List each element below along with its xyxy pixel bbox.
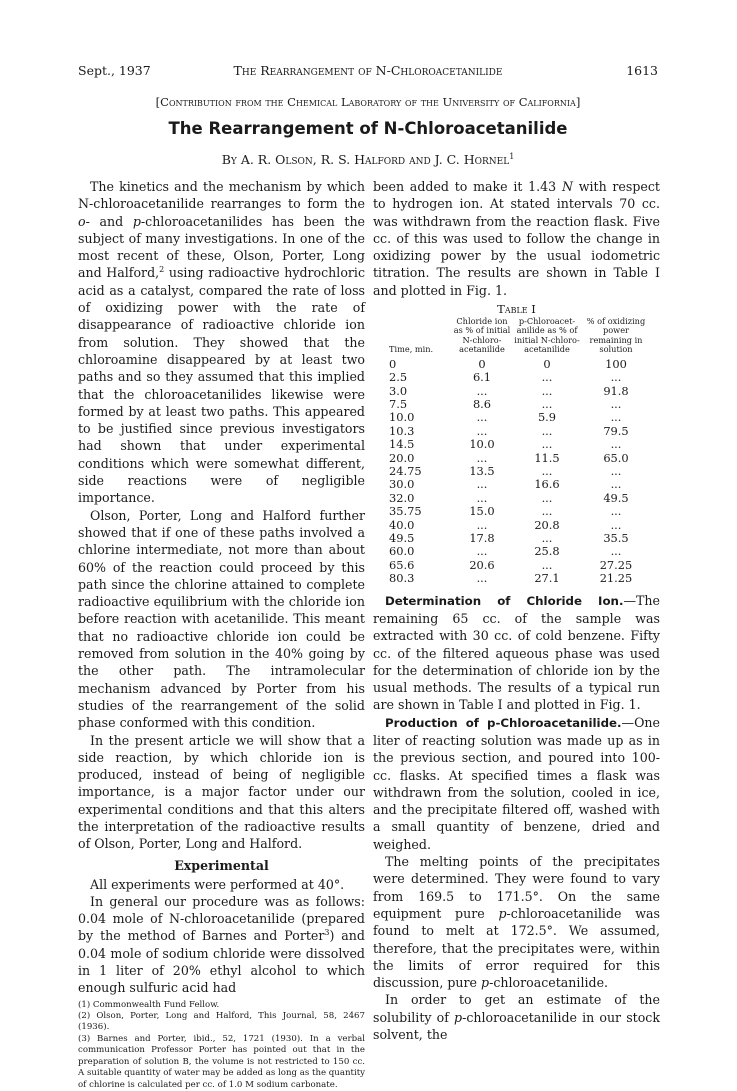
table-cell: 6.1 (472, 370, 492, 385)
table-cell: ... (541, 463, 553, 478)
table-header-p-chloroacetanilide: p-Chloroacet-anilide as % of initial N-chloro-acetanilide (514, 316, 580, 355)
table-cell: ... (541, 370, 553, 385)
paragraph-p-chloroacetanilide-production: Production of p-Chloroacetanilide.—One liter of reacting solution was made up as in the previous section, and poured into 100-cc. flasks. At specified times a flask was withdrawn from the solution, cooled in ice, and the precipitate filtered off, washed with a small quantity of benzene, dried and weighed. (373, 714, 660, 852)
table-cell: 100 (605, 356, 627, 371)
table-row (389, 492, 651, 505)
table-cell: 35.5 (603, 530, 629, 545)
intro-paragraph: The kinetics and the mechanism by which N-chloroacetanilide rearranges to form the o- and p-chloroacetanilides has been the subject of many investigations. In one of the most recent of these, Olson, Porter, Long and Halford,$^2$ using radioactive hydrochloric acid as a catalyst, compared the rate of loss of oxidizing power with the rate of disappearance of radioactive chloride ion from solution. They showed that the chloroamine disappeared by at least two paths and so they assumed that this implied that the chloroacetanilides likewise were formed by at least two paths. This appeared to be justified since previous investigators had shown that under experimental conditions which were somewhat different, side reactions were of negligible importance. (78, 179, 366, 506)
footnote-ref-3: 3 (324, 928, 330, 938)
table-cell: 80.3 (389, 571, 415, 586)
table-cell: 20.0 (389, 450, 415, 465)
running-head (78, 62, 658, 80)
table-1 (373, 302, 660, 586)
table-row (389, 478, 651, 491)
table-header-time: Time, min. (389, 344, 434, 355)
runin-heading: Determination of Chloride Ion. (385, 593, 624, 608)
table-cell: 17.8 (469, 530, 495, 545)
table-cell: 11.5 (534, 450, 560, 465)
paragraph: In the present article we will show that a side reaction, by which chloride ion is produced, instead of being of negligible importance, is a major factor under our experimental conditions and that this alters the interpretation of the radioactive results of Olson, Porter, Long and Halford. (78, 732, 365, 852)
table-row (389, 465, 651, 478)
table-row (389, 438, 651, 451)
table-row (389, 425, 651, 438)
table-cell: 10.0 (389, 410, 415, 425)
table-cell: 15.0 (469, 504, 495, 519)
table-cell: 35.75 (389, 504, 422, 519)
footnotes (78, 1000, 365, 1091)
table-header-oxidizing-power: % of oxidizing power remaining in solution (586, 316, 646, 355)
table-row (389, 545, 651, 558)
table-cell: 79.5 (603, 423, 629, 438)
paragraph: been added to make it 1.43 N with respect to hydrogen ion. At stated intervals 70 cc. was withdrawn from the reaction flask. Five cc. of this was used to follow the change in oxidizing power by the usual iodometric titration. The results are shown in Table I and plotted in Fig. 1. (373, 179, 660, 298)
table-cell: 40.0 (389, 517, 415, 532)
table-cell: ... (610, 410, 622, 425)
table-cell: 5.9 (537, 410, 557, 425)
table-cell: 10.3 (389, 423, 415, 438)
table-cell: 24.75 (389, 463, 422, 478)
paragraph: Olson, Porter, Long and Halford further showed that if one of these paths involved a chlorine intermediate, not more than about 60% of the reaction could proceed by this path since the chlorine attained to complete radioactive equilibrium with the chloride ion before reaction with acetanilide. This meant that no radioactive chloride ion could be removed from solution in the 40% going by the other path. The intramolecular mechanism advanced by Porter from his studies of the rearrangement of the solid phase conformed with this condition. (78, 507, 365, 731)
paragraph-chloride-determination: Determination of Chloride Ion.—The remaining 65 cc. of the sample was extracted with 30 cc. of cold benzene. Fifty cc. of the filtered aqueous phase was used for the determination of chloride ion by the usual methods. The results of a typical run are shown in Table I and plotted in Fig. 1. (373, 592, 660, 713)
table-cell: 91.8 (603, 383, 629, 398)
table-cell: 0 (543, 356, 551, 371)
table-cell: ... (541, 490, 553, 505)
table-cell: 7.5 (389, 396, 408, 411)
table-cell: ... (541, 504, 553, 519)
table-cell: ... (476, 571, 488, 586)
table-cell: 13.5 (469, 463, 495, 478)
table-cell: 65.0 (603, 450, 629, 465)
table-cell: ... (476, 383, 488, 398)
table-cell: 49.5 (603, 490, 629, 505)
table-cell: ... (476, 450, 488, 465)
table-header-chloride-ion: Chloride ion as % of initial N-chloro-acetanilide (453, 316, 511, 355)
table-cell: ... (610, 370, 622, 385)
table-cell: ... (541, 557, 553, 572)
table-cell: ... (541, 423, 553, 438)
table-cell: ... (610, 544, 622, 559)
runin-heading: Production of p-Chloroacetanilide. (385, 715, 622, 730)
paragraph: All experiments were performed at 40°. (90, 876, 345, 892)
table-cell: 20.6 (469, 557, 495, 572)
table-cell: 32.0 (389, 490, 415, 505)
table-row (389, 452, 651, 465)
table-cell: ... (610, 396, 622, 411)
author-line (78, 148, 658, 169)
author-names: A. R. Olson, R. S. Halford and J. C. Hornel (240, 152, 510, 168)
left-column (78, 178, 365, 1091)
contribution-line: [Contribution from the Chemical Laboratory of the University of California] (155, 95, 581, 109)
footnote: (3) Barnes and Porter, ibid., 52, 1721 (1930). In a verbal communication Professor Porter has pointed out that in the preparation of solution B, the volume is not restricted to 150 cc. A suitable quantity of water may be added as long as the quantity of chlorine is calculated per cc. of 1.0 M sodium carbonate. (78, 1033, 366, 1090)
article-title: The Rearrangement of N-Chloroacetanilide (168, 119, 568, 138)
table-cell: 27.25 (599, 557, 633, 572)
table-cell: ... (610, 477, 622, 492)
table-cell: 21.25 (599, 571, 633, 586)
table-cell: ... (610, 504, 622, 519)
section-heading-experimental: Experimental (174, 857, 269, 873)
table-cell: ... (610, 517, 622, 532)
running-head-title: The Rearrangement of N-Chloroacetanilide (233, 63, 503, 78)
table-cell: 20.8 (534, 517, 560, 532)
table-row (389, 411, 651, 424)
table-cell: ... (541, 396, 553, 411)
table-cell: ... (476, 544, 488, 559)
table-cell: 30.0 (389, 477, 415, 492)
footnote: (1) Commonwealth Fund Fellow. (78, 999, 220, 1010)
table-row (389, 371, 651, 384)
table-cell: ... (541, 437, 553, 452)
table-row (389, 519, 651, 532)
table-cell: 60.0 (389, 544, 415, 559)
table-cell: 0 (389, 356, 397, 371)
page-number: 1613 (626, 63, 658, 78)
author-by: By (221, 152, 237, 168)
footnote-ref-2: 2 (159, 265, 165, 275)
table-row (389, 358, 651, 371)
table-cell: ... (476, 490, 488, 505)
table-row (389, 385, 651, 398)
table-cell: 3.0 (389, 383, 408, 398)
table-cell: 16.6 (534, 477, 560, 492)
table-row (389, 505, 651, 518)
table-cell: 65.6 (389, 557, 415, 572)
table-row (389, 398, 651, 411)
author-footnote-mark: 1 (509, 152, 515, 161)
table-cell: ... (610, 437, 622, 452)
table-cell: 27.1 (534, 571, 560, 586)
table-cell: ... (476, 477, 488, 492)
right-column (373, 178, 660, 1043)
table-title: Table I (497, 302, 536, 317)
table-cell: 0 (478, 356, 486, 371)
data-table (389, 317, 651, 586)
table-row (389, 559, 651, 572)
table-cell: 25.8 (534, 544, 560, 559)
table-cell: ... (476, 423, 488, 438)
table-cell: ... (541, 383, 553, 398)
running-head-date: Sept., 1937 (78, 63, 151, 78)
paragraph-melting-points: The melting points of the precipitates were determined. They were found to vary from 169.5 to 171.5°. On the same equipment pure p-chloroacetanilide was found to melt at 172.5°. We assumed, therefore, that the precipitates were, within the limits of error required for this discussion, pure p-chloroacetanilide. (373, 854, 660, 991)
table-cell: 10.0 (469, 437, 495, 452)
table-row (389, 532, 651, 545)
procedure-paragraph: In general our procedure was as follows: 0.04 mole of N-chloroacetanilide (prepared by the method of Barnes and Porter$^3$) and 0.04 mole of sodium chloride were dissolved in 1 liter of 20% ethyl alcohol to which enough sulfuric acid had (78, 893, 365, 996)
table-cell: 14.5 (389, 437, 415, 452)
paragraph-solubility: In order to get an estimate of the solubility of p-chloroacetanilide in our stock solvent, the (373, 992, 660, 1043)
table-cell: 2.5 (389, 370, 408, 385)
table-cell: ... (476, 410, 488, 425)
table-cell: 49.5 (389, 530, 415, 545)
table-cell: ... (541, 530, 553, 545)
footnote: (2) Olson, Porter, Long and Halford, This Journal, 58, 2467 (1936). (78, 1011, 365, 1033)
table-cell: ... (476, 517, 488, 532)
table-row (389, 572, 651, 585)
table-cell: ... (610, 463, 622, 478)
table-body (389, 358, 651, 586)
table-cell: 8.6 (472, 396, 492, 411)
